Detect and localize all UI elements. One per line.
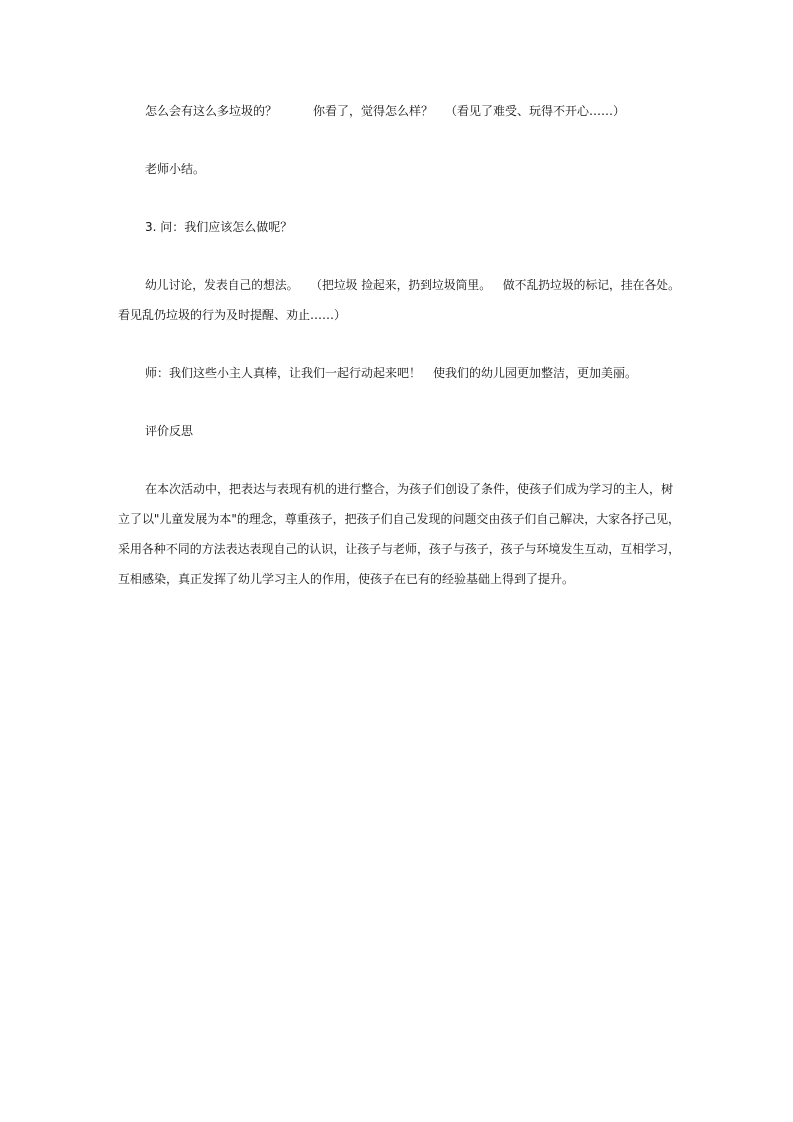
reflection-line-2: 立了以"儿童发展为本"的理念，尊重孩子，把孩子们自己发现的问题交由孩子们自己解决，大家各抒己见，	[118, 512, 681, 526]
reflection-line-4: 互相感染，真正发挥了幼儿学习主人的作用，使孩子在已有的经验基础上得到了提升。	[118, 572, 575, 586]
teacher-call-part-1: 师：我们这些小主人真棒，让我们一起行动起来吧！	[145, 366, 422, 380]
teacher-call-line	[145, 365, 637, 381]
discussion-part-1: 幼儿讨论，发表自己的想法。	[145, 278, 299, 292]
reflection-heading: 评价反思	[145, 424, 194, 438]
teacher-summary: 老师小结。	[145, 162, 206, 176]
teacher-call-part-2: 使我们的幼儿园更加整洁，更加美丽。	[433, 366, 638, 380]
question-feeling: 你看了，觉得怎么样？	[313, 104, 434, 118]
reflection-line-3: 采用各种不同的方法表达表现自己的认识，让孩子与老师，孩子与孩子，孩子与环境发生互动，互相学习，	[118, 542, 681, 556]
question-3: 3. 问：我们应该怎么做呢？	[145, 220, 293, 234]
discussion-part-2: （把垃圾 捡起来，扔到垃圾筒里。	[310, 278, 492, 292]
question-line	[145, 103, 625, 119]
question-why-garbage: 怎么会有这么多垃圾的？	[145, 104, 278, 118]
reflection-line-1: 在本次活动中，把表达与表现有机的进行整合，为孩子们创设了条件，使孩子们成为学习的主人，树	[145, 482, 674, 496]
discussion-line	[145, 277, 680, 293]
discussion-part-3: 做不乱扔垃圾的标记，挂在各处。	[502, 278, 680, 292]
question-feeling-answer: （看见了难受、玩得不开心……）	[445, 104, 626, 118]
discussion-continuation: 看见乱仍垃圾的行为及时提醒、劝止……）	[118, 308, 347, 322]
